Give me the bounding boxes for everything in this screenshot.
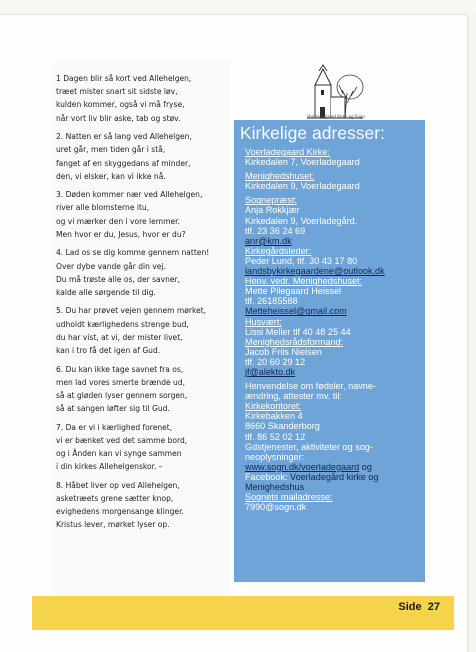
hymn-line: 7. Da er vi i kærlighed forenet,	[56, 422, 173, 432]
address-link[interactable]: anr@km.dk	[245, 235, 292, 246]
hymn-line: så at gløden lyser gennem sorgen,	[56, 390, 188, 400]
hymn-verse	[56, 130, 232, 183]
address-heading: Voerladegaard Kirke:	[245, 147, 330, 157]
address-line: Peder Lund, tlf. 30 43 17 80	[245, 255, 358, 266]
addresses-panel	[234, 120, 425, 582]
address-line: Mette Pilegaard Heissel	[245, 286, 342, 297]
hymn-line: Men hvor er du, Jesus, hvor er du?	[56, 229, 186, 239]
hymn-line: 4. Lad os se dig komme gennem natten!	[56, 248, 210, 258]
hymn-line: kan i tro få det igen af Gud.	[56, 346, 161, 356]
hymn-line: når vort liv blir aske, tab og støv.	[56, 113, 181, 123]
website-line: www.sogn.dk/voerladegaard og	[245, 461, 372, 472]
hymn-line: den, vi elsker, kan vi ikke nå.	[56, 171, 166, 181]
address-heading: Husvært:	[245, 316, 282, 327]
hymn-line: 2. Natten er så lang ved Allehelgen,	[56, 132, 192, 142]
hymn-line: Over dybe vande går din vej.	[56, 261, 166, 271]
address-line: Kirkedalen 7, Voerladegaard	[245, 157, 360, 168]
hymn-line: fanget af en skyggedans af minder,	[56, 158, 191, 168]
hymn-verse	[56, 188, 232, 241]
page-number: Side 27	[398, 601, 440, 613]
address-line: Anja Rokkjær	[245, 205, 300, 216]
hymn-line: 3. Døden kommer nær ved Allehelgen,	[56, 190, 203, 200]
page-edge	[467, 14, 476, 652]
hymn-line: vi er bænket ved det samme bord,	[56, 435, 188, 445]
hymn-line: Du må trøste alle os, der savner,	[56, 274, 181, 284]
logo-caption: Voerladegaard Kirke og Sogn	[307, 114, 365, 119]
hymn-verse	[56, 421, 232, 474]
address-heading: Menighedsrådsformand:	[245, 336, 344, 347]
church-logo-icon	[299, 63, 371, 121]
facebook-line: Facebook: Voerladegård kirke og	[245, 471, 379, 482]
address-line: Lissi Meller tlf 40 48 25 44	[245, 326, 351, 337]
address-heading: Kirkekontoret:	[245, 401, 302, 412]
facebook-link[interactable]: Voerladegård kirke og	[290, 471, 379, 482]
hymn-line: du har vist, at vi, der mister livet,	[56, 332, 183, 342]
hymn-line: kulden kommer, også vi må fryse,	[56, 100, 185, 110]
page-top-strip	[0, 0, 476, 15]
footer-band	[32, 596, 454, 630]
hymn-line: evighedens morgensange klinger.	[56, 507, 184, 517]
address-heading: Sognepræst:	[245, 195, 298, 206]
hymn-line: Kristus lever, mørket lyser op.	[56, 520, 170, 530]
hymn-verse	[56, 304, 232, 357]
hymn-line: 8. Håbet liver op ved Allehelgen,	[56, 480, 180, 490]
hymn-text	[56, 72, 232, 537]
address-line: ændring, attester mv. til:	[245, 391, 342, 402]
address-line: Gdstjenester, aktiviteter og sog-	[245, 441, 373, 452]
hymn-line: 6. Du kan ikke tage savnet fra os,	[56, 364, 184, 374]
hymn-line: 1 Dagen blir så kort ved Allehelgen,	[56, 74, 192, 83]
hymn-verse	[56, 72, 232, 125]
address-line: Jacob Friis Nielsen	[245, 346, 322, 357]
address-heading: Henv. vedr. Menighedshuset:	[245, 276, 363, 287]
hymn-line: så at sangen løfter sig til Gud.	[56, 404, 170, 414]
address-link[interactable]: jf@alekto.dk	[245, 366, 296, 377]
hymn-line: asketræets grene sætter knop,	[56, 493, 174, 503]
email-link[interactable]: 7990@sogn.dk	[245, 502, 307, 513]
addresses-list	[245, 147, 385, 512]
address-line: tlf. 23 36 24 69	[245, 225, 306, 236]
address-line: 8660 Skanderborg	[245, 421, 320, 432]
hymn-line: river alle blomsterne itu,	[56, 203, 150, 213]
hymn-line: uret går, men tiden går i stå,	[56, 145, 166, 155]
hymn-verse	[56, 363, 232, 416]
address-line: Kirkedalen 9, Voerladegaard	[245, 181, 360, 192]
hymn-line: i din kirkes Allehelgenskor. –	[56, 462, 163, 472]
address-link[interactable]: landsbykirkegaardene@outlook.dk	[245, 266, 385, 277]
address-line: tlf. 26185588	[245, 296, 298, 307]
address-heading: Menighedshuset:	[245, 171, 315, 182]
hymn-line: udholdt kærlighedens strenge bud,	[56, 319, 189, 329]
address-link[interactable]: Metteheissel@gmail.com	[245, 306, 347, 317]
address-line: Kirkedalen 9, Voerladegård.	[245, 215, 358, 226]
hymn-verse	[56, 479, 232, 532]
hymn-verse	[56, 246, 232, 299]
address-line: Kirkebakken 4	[245, 411, 303, 422]
address-heading: Kirkegårdsleder:	[245, 245, 312, 256]
website-link[interactable]: www.sogn.dk/voerladegaard	[245, 461, 360, 472]
hymn-line: og vi mærker den i vore lemmer.	[56, 216, 180, 226]
address-line: Henvendelse om fødsler, navne-	[245, 381, 376, 392]
hymn-line: træet mister snart sit sidste løv,	[56, 87, 178, 97]
hymn-line: 5. Du har prøvet vejen gennem mørket,	[56, 306, 207, 316]
facebook-line-2: Menighedshus	[245, 482, 305, 492]
addresses-title: Kirkelige adresser:	[240, 123, 385, 143]
email-label: Sognets mailadresse:	[245, 492, 333, 503]
address-line: tlf. 86 52 02 12	[245, 431, 306, 442]
address-line: tlf. 20 60 29 12	[245, 356, 306, 367]
hymn-line: og i Ånden kan vi synge sammen	[56, 449, 182, 459]
address-line: neoplysninger:	[245, 451, 305, 462]
hymn-line: men lad vores smerte brænde ud,	[56, 377, 186, 387]
hymn-line: kalde alle sørgende til dig.	[56, 287, 156, 297]
